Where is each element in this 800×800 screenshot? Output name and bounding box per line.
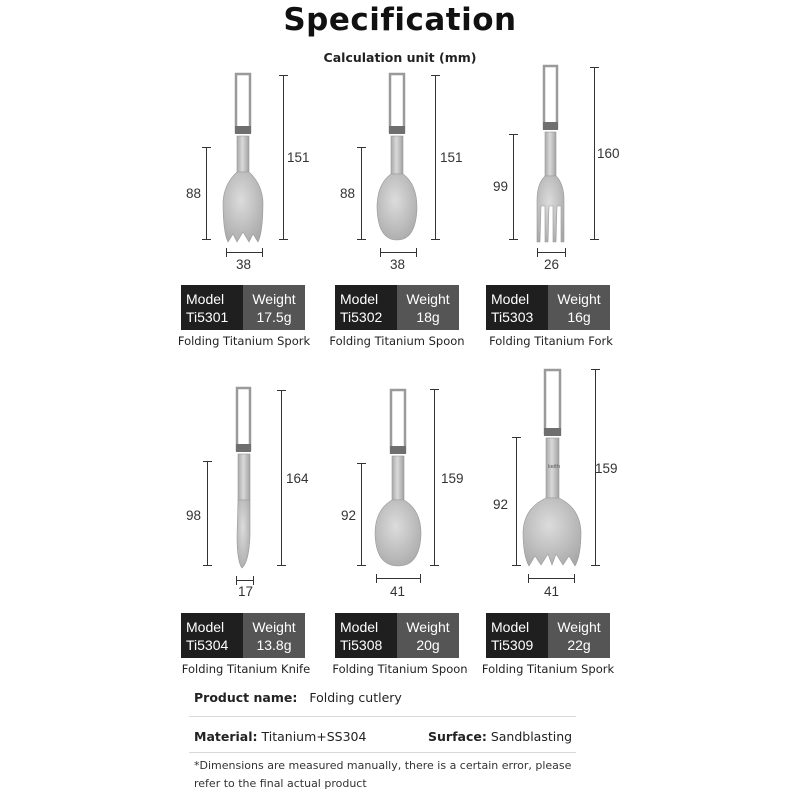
product-caption-4: Folding Titanium Knife: [181, 662, 311, 676]
unit-note: Calculation unit (mm): [323, 50, 477, 65]
page-title: Specification: [283, 2, 517, 38]
width-2: 38: [390, 257, 406, 272]
model-number: Ti5303: [491, 308, 534, 325]
weight-label: Weight: [557, 290, 601, 307]
model-label: Model: [340, 290, 379, 307]
product-name-label: Product name:: [194, 690, 298, 705]
model-number: Ti5302: [340, 308, 383, 325]
disclaimer-note: *Dimensions are measured manually, there is a certain error, please refer to the final actual product: [194, 759, 572, 790]
width-6: 41: [544, 584, 560, 599]
spoon-image: [374, 72, 420, 244]
weight-label: Weight: [252, 290, 296, 307]
weight-label: Weight: [557, 618, 601, 635]
total-length-1: 151: [287, 150, 310, 165]
fork-image: [532, 64, 570, 244]
weight-value: 17.5g: [256, 308, 292, 325]
model-tag-6: [486, 613, 610, 658]
width-3: 26: [544, 257, 560, 272]
product-name-value: Folding cutlery: [309, 690, 402, 705]
model-label: Model: [491, 618, 530, 635]
model-number: Ti5309: [491, 636, 534, 653]
surface-label: Surface:: [428, 729, 487, 744]
head-length-1: 88: [186, 186, 202, 201]
material-row: [194, 729, 366, 744]
weight-value: 22g: [567, 636, 591, 653]
weight-label: Weight: [406, 290, 450, 307]
weight-value: 18g: [416, 308, 440, 325]
divider: [189, 716, 576, 717]
product-caption-1: Folding Titanium Spork: [177, 334, 311, 348]
model-label: Model: [491, 290, 530, 307]
total-length-4: 164: [286, 471, 309, 486]
weight-value: 16g: [567, 308, 591, 325]
model-tag-4: [181, 613, 305, 658]
svg-text:keith: keith: [548, 464, 561, 470]
width-5: 41: [390, 584, 406, 599]
width-1: 38: [236, 257, 252, 272]
total-length-6: 159: [595, 461, 618, 476]
total-length-2: 151: [440, 150, 463, 165]
surface-value: Sandblasting: [490, 729, 573, 744]
total-length-3: 160: [597, 146, 620, 161]
product-caption-6: Folding Titanium Spork: [481, 662, 615, 676]
weight-value: 20g: [416, 636, 440, 653]
weight-label: Weight: [406, 618, 450, 635]
model-tag-2: [335, 285, 459, 330]
head-length-3: 99: [493, 179, 509, 194]
knife-image: [229, 386, 259, 570]
product-name-row: [194, 690, 402, 705]
model-label: Model: [340, 618, 379, 635]
divider: [189, 752, 576, 753]
head-length-2: 88: [340, 186, 356, 201]
model-label: Model: [186, 618, 225, 635]
model-number: Ti5308: [340, 636, 383, 653]
head-length-4: 98: [186, 508, 202, 523]
product-caption-5: Folding Titanium Spoon: [332, 662, 468, 676]
material-label: Material:: [194, 729, 258, 744]
weight-label: Weight: [252, 618, 296, 635]
model-number: Ti5304: [186, 636, 229, 653]
surface-row: [428, 729, 572, 744]
weight-value: 13.8g: [256, 636, 292, 653]
model-tag-3: [486, 285, 610, 330]
product-caption-3: Folding Titanium Fork: [489, 334, 613, 348]
material-value: Titanium+SS304: [261, 729, 367, 744]
spoon-image: [372, 388, 424, 568]
spork-image: [220, 72, 266, 244]
head-length-5: 92: [341, 508, 357, 523]
head-length-6: 92: [493, 497, 509, 512]
model-number: Ti5301: [186, 308, 229, 325]
product-caption-2: Folding Titanium Spoon: [329, 334, 465, 348]
width-4: 17: [238, 584, 254, 599]
model-tag-5: [335, 613, 459, 658]
spork-image: [520, 368, 584, 568]
model-tag-1: [181, 285, 305, 330]
model-label: Model: [186, 290, 225, 307]
total-length-5: 159: [441, 471, 464, 486]
